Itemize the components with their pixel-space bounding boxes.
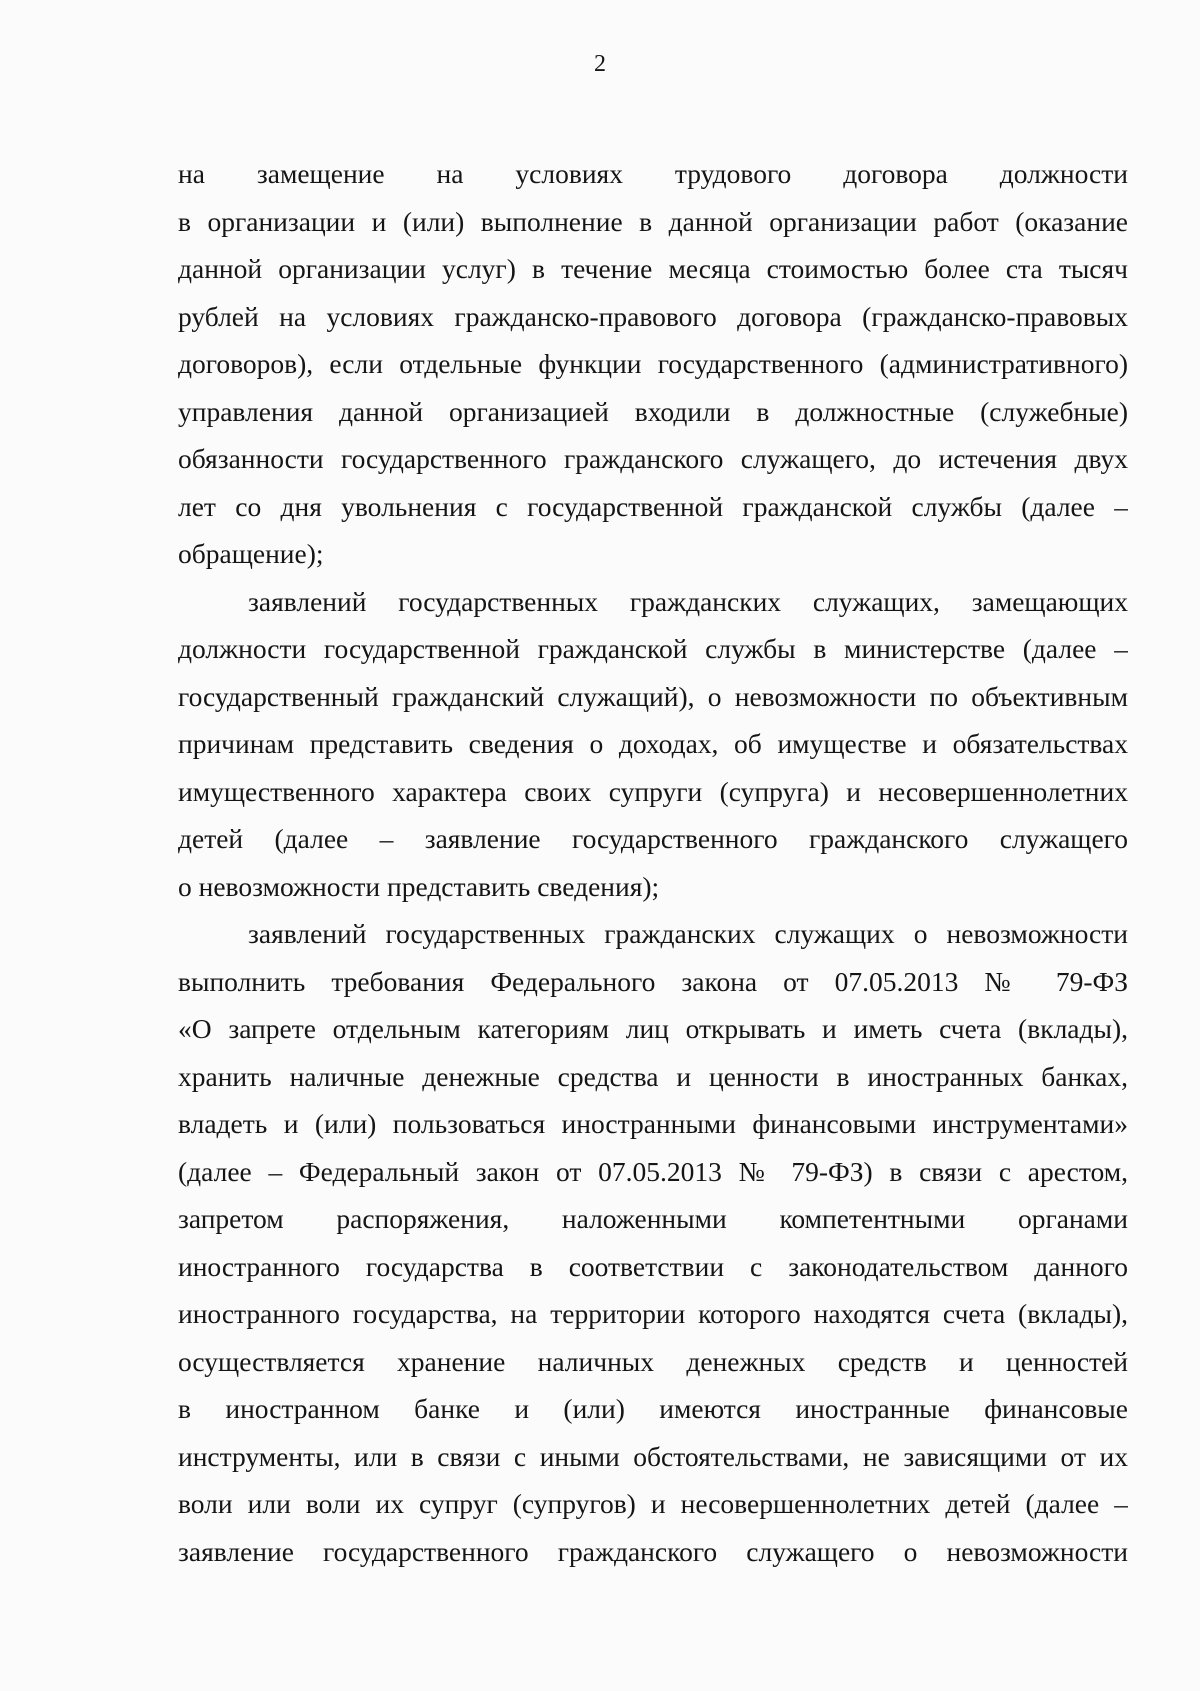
text-line: лет со дня увольнения с государственной гражданской службы (далее – [178, 490, 1128, 522]
text-line: должности государственной гражданской службы в министерстве (далее – [178, 633, 1128, 664]
text-line: заявлений государственных гражданских служащих, замещающих [248, 585, 1128, 617]
text-line: заявление государственного гражданского служащего о невозможности [178, 1535, 1128, 1567]
text-line: заявлений государственных гражданских служащих о невозможности [248, 918, 1128, 949]
text-line: рублей на условиях гражданско-правового договора (гражданско-правовых [178, 300, 1128, 332]
text-line: иностранного государства, на территории которого находятся счета (вклады), [178, 1298, 1128, 1329]
text-line: договоров), если отдельные функции государственного (административного) [178, 348, 1128, 379]
text-line: на замещение на условиях трудового договора должности [178, 158, 1128, 189]
body-text [178, 150, 1128, 1575]
text-line: «О запрете отдельным категориям лиц открывать и иметь счета (вклады), [178, 1013, 1128, 1044]
text-line: детей (далее – заявление государственного гражданского служащего [178, 823, 1128, 854]
text-line: имущественного характера своих супруги (супруга) и несовершеннолетних [178, 775, 1128, 807]
page-number: 2 [594, 51, 606, 77]
text-line: иностранного государства в соответствии с законодательством данного [178, 1250, 1128, 1282]
text-line: данной организации услуг) в течение месяца стоимостью более ста тысяч [178, 253, 1128, 284]
text-line: в иностранном банке и (или) имеются иностранные финансовые [178, 1393, 1128, 1424]
text-line: государственный гражданский служащий), о невозможности по объективным [178, 680, 1128, 712]
text-line: осуществляется хранение наличных денежных средств и ценностей [178, 1345, 1128, 1377]
text-line: инструменты, или в связи с иными обстоятельствами, не зависящими от их [178, 1440, 1128, 1472]
text-line: воли или воли их супруг (супругов) и несовершеннолетних детей (далее – [178, 1488, 1128, 1519]
text-line: хранить наличные денежные средства и ценности в иностранных банках, [178, 1060, 1128, 1092]
text-line: запретом распоряжения, наложенными компетентными органами [178, 1203, 1128, 1234]
text-line: в организации и (или) выполнение в данной организации работ (оказание [178, 205, 1128, 237]
text-line: обязанности государственного гражданского служащего, до истечения двух [178, 443, 1128, 474]
text-line: причинам представить сведения о доходах, об имуществе и обязательствах [178, 728, 1128, 759]
text-line: о невозможности представить сведения); [178, 870, 660, 902]
text-line: управления данной организацией входили в должностные (служебные) [178, 395, 1128, 427]
text-line: выполнить требования Федерального закона от 07.05.2013 № 79-ФЗ [178, 965, 1128, 997]
text-line: владеть и (или) пользоваться иностранными финансовыми инструментами» [178, 1108, 1128, 1139]
text-line: обращение); [178, 538, 324, 569]
text-line: (далее – Федеральный закон от 07.05.2013 № 79-ФЗ) в связи с арестом, [178, 1155, 1128, 1187]
